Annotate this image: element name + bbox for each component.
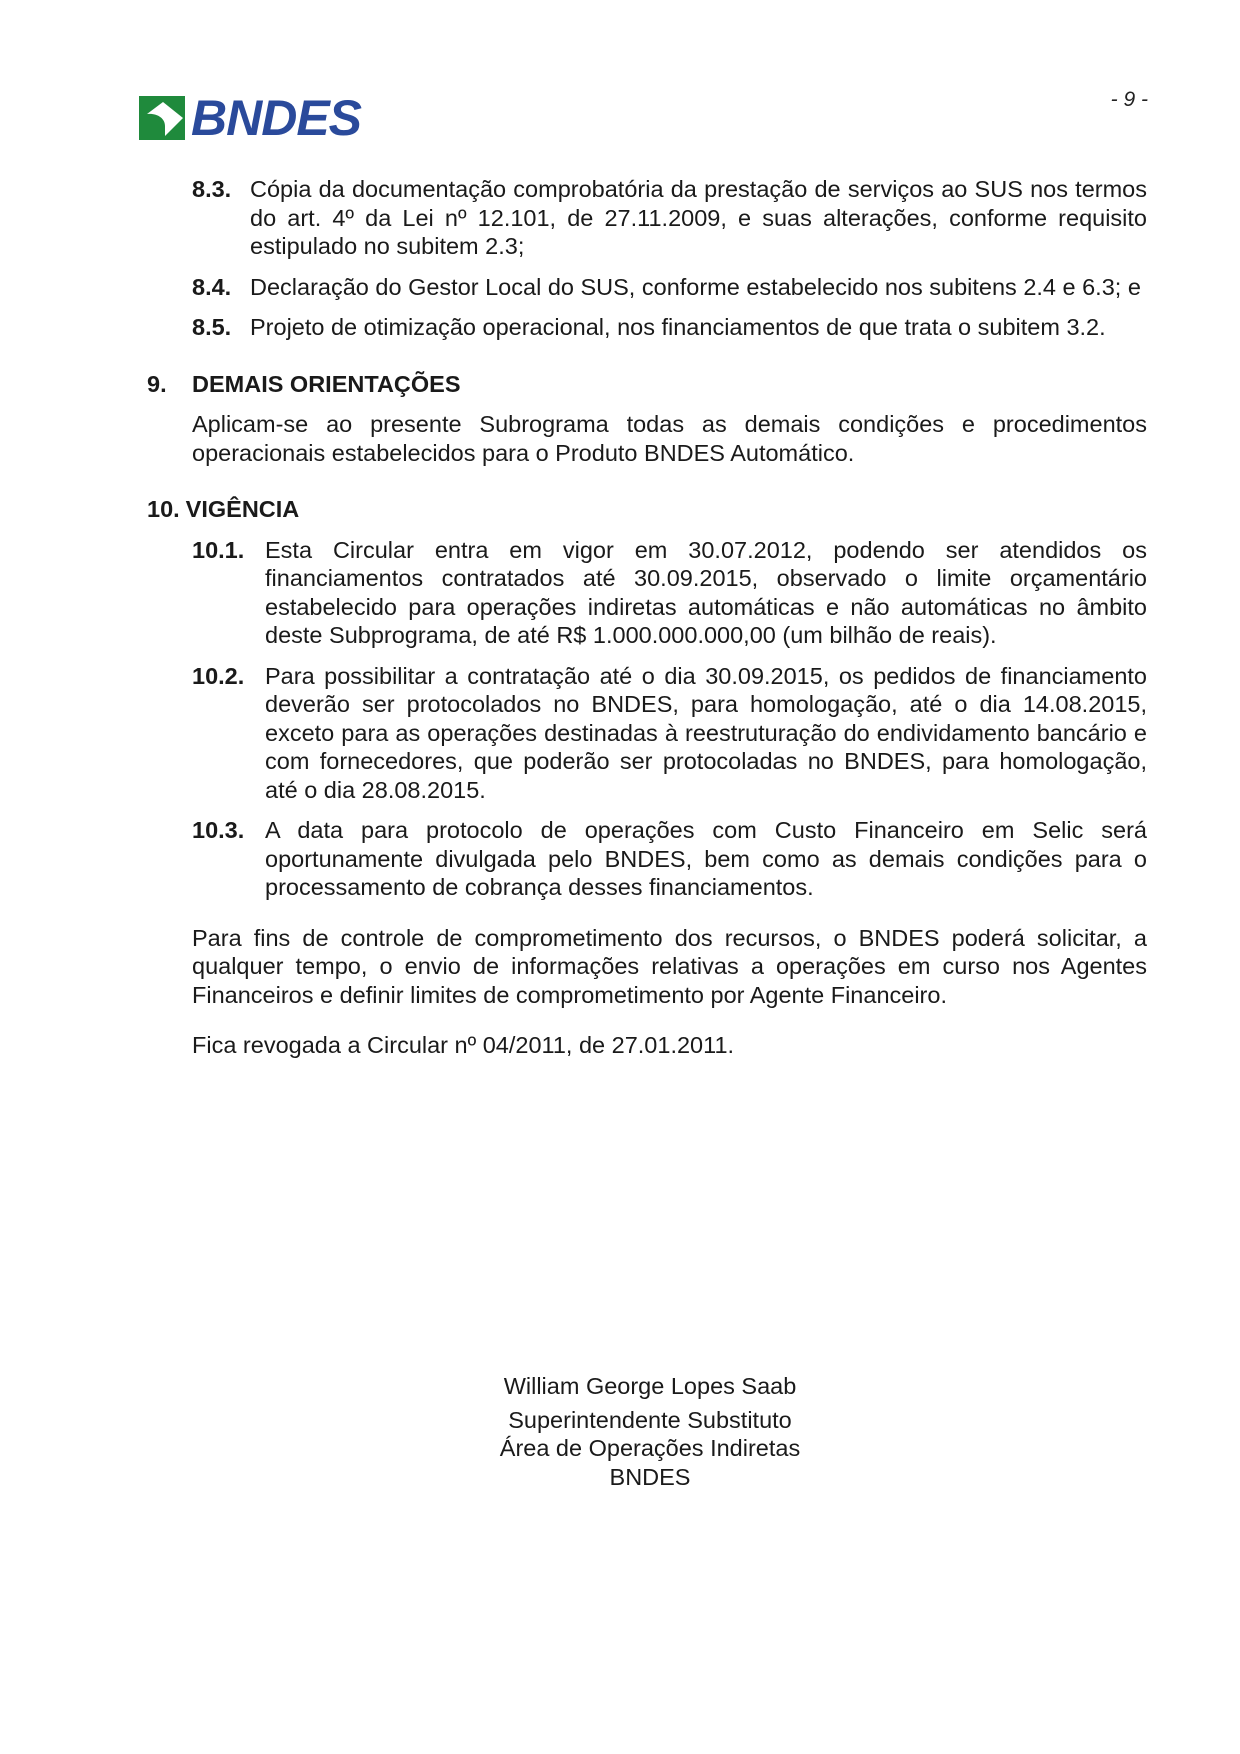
list-item: [192, 273, 1147, 302]
item-number: 8.4.: [192, 273, 232, 300]
document-body: [147, 175, 1147, 1060]
section-title: DEMAIS ORIENTAÇÕES: [192, 370, 461, 397]
paragraph: Para fins de controle de comprometimento dos recursos, o BNDES poderá solicitar, a qualquer tempo, o envio de informações relativas a operações em curso nos Agentes Financeiros e definir limites de comprometimento por Agente Financeiro.: [192, 924, 1147, 1008]
item-number: 10.1.: [192, 536, 245, 563]
section-number: 9.: [147, 370, 167, 397]
item-number: 10.3.: [192, 817, 245, 843]
list-item: [192, 816, 1147, 902]
item-number: 8.5.: [192, 314, 232, 340]
section-heading: [147, 370, 1147, 399]
signatory-organization: BNDES: [609, 1463, 691, 1490]
paragraph: Aplicam-se ao presente Subrograma todas as demais condições e procedimentos operacionais estabelecidos para o Produto BNDES Automático.: [192, 411, 1147, 466]
section-title: VIGÊNCIA: [185, 496, 300, 522]
page-number: - 9 -: [1110, 88, 1148, 111]
list-item: [192, 175, 1147, 261]
list-item: [192, 662, 1147, 805]
list-item: [192, 536, 1147, 650]
item-text: Esta Circular entra em vigor em 30.07.2012, podendo ser atendidos os financiamentos contratados até 30.09.2015, observado o limite orçamentário estabelecido para operações indiretas automáticas e não automáticas no âmbito deste Subprograma, de até R$ 1.000.000.000,00 (um bilhão de reais).: [265, 536, 1147, 648]
bndes-logo: [139, 90, 362, 146]
logo-text: BNDES: [191, 90, 362, 146]
section-heading: [147, 495, 1147, 524]
item-text: A data para protocolo de operações com Custo Financeiro em Selic será oportunamente divulgada pelo BNDES, bem como as demais condições para o processamento de cobrança desses financiamentos.: [265, 817, 1147, 900]
signatory-role: Superintendente Substituto: [508, 1406, 792, 1433]
item-number: 10.2.: [192, 662, 245, 689]
paragraph: Fica revogada a Circular nº 04/2011, de 27.01.2011.: [192, 1032, 735, 1058]
item-text: Para possibilitar a contratação até o dia 30.09.2015, os pedidos de financiamento deverão ser protocolados no BNDES, para homologação, até o dia 14.08.2015, exceto para as operações destinadas à reestruturação do endividamento bancário e com fornecedores, que poderão ser protocoladas no BNDES, para homologação, até o dia 28.08.2015.: [265, 662, 1147, 803]
item-text: Projeto de otimização operacional, nos financiamentos de que trata o subitem 3.2.: [250, 314, 1106, 340]
bndes-logo-icon: [139, 96, 185, 140]
item-text: Declaração do Gestor Local do SUS, conforme estabelecido nos subitens 2.4 e 6.3; e: [250, 273, 1141, 300]
signatory-name: William George Lopes Saab: [503, 1373, 797, 1399]
item-text: Cópia da documentação comprobatória da prestação de serviços ao SUS nos termos do art. 4º da Lei nº 12.101, de 27.11.2009, e suas alterações, conforme requisito estipulado no subitem 2.3;: [250, 176, 1147, 259]
list-item: [192, 313, 1147, 342]
section-number: 10.: [147, 496, 180, 522]
signatory-department: Área de Operações Indiretas: [499, 1435, 801, 1461]
item-number: 8.3.: [192, 176, 232, 202]
signature-block: [0, 1372, 1240, 1491]
